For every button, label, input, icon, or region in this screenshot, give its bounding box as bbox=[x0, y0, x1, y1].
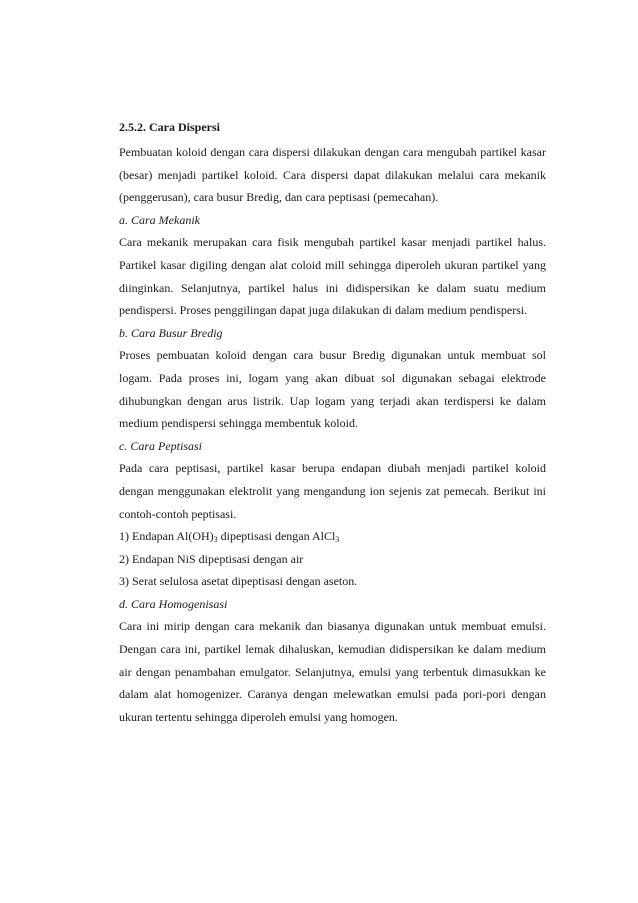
subscript-3a: 3 bbox=[213, 535, 218, 545]
subheading-mekanik: a. Cara Mekanik bbox=[119, 212, 200, 227]
subscript-3b: 3 bbox=[335, 535, 340, 545]
list-item-1-text-b: dipeptisasi dengan AlCl bbox=[217, 529, 336, 544]
list-item-3: 3) Serat selulosa asetat dipeptisasi dengan aseton. bbox=[119, 574, 358, 589]
paragraph-peptisasi: Pada cara peptisasi, partikel kasar berupa endapan diubah menjadi partikel koloid dengan menggunakan elektrolit yang mengandung ion sejenis zat pemecah. Berikut ini contoh-contoh peptisasi. bbox=[119, 461, 546, 521]
list-item-1 bbox=[119, 525, 546, 548]
subheading-homogenisasi: d. Cara Homogenisasi bbox=[119, 596, 228, 611]
section-heading: 2.5.2. Cara Dispersi bbox=[119, 120, 220, 134]
paragraph-homogenisasi: Cara ini mirip dengan cara mekanik dan biasanya digunakan untuk membuat emulsi. Dengan cara ini, partikel lemak dihaluskan, kemudian didispersikan ke dalam medium air dengan penambahan emulgator. Selanjutnya, emulsi yang terbentuk dimasukkan ke dalam alat homogenizer. Caranya dengan melewatkan emulsi pada pori-pori dengan ukuran tertentu sehingga diperoleh emulsi yang homogen. bbox=[119, 619, 546, 724]
subheading-bredig: b. Cara Busur Bredig bbox=[119, 325, 223, 340]
list-item-1-text-a: 1) Endapan Al(OH) bbox=[119, 529, 214, 544]
subheading-peptisasi: c. Cara Peptisasi bbox=[119, 438, 202, 453]
intro-paragraph: Pembuatan koloid dengan cara dispersi dilakukan dengan cara mengubah partikel kasar (besar) menjadi partikel koloid. Cara dispersi dapat dilakukan melalui cara mekanik (penggerusan), cara busur Bredig, dan cara peptisasi (pemecahan). bbox=[119, 145, 546, 205]
paragraph-mekanik: Cara mekanik merupakan cara fisik mengubah partikel kasar menjadi partikel halus. Partikel kasar digiling dengan alat coloid mill sehingga diperoleh ukuran partikel yang diinginkan. Selanjutnya, partikel halus ini didispersikan ke dalam suatu medium pendispersi. Proses penggilingan dapat juga dilakukan di dalam medium pendispersi. bbox=[119, 235, 546, 318]
document-page bbox=[119, 119, 546, 728]
paragraph-bredig: Proses pembuatan koloid dengan cara busur Bredig digunakan untuk membuat sol logam. Pada proses ini, logam yang akan dibuat sol digunakan sebagai elektrode dihubungkan dengan arus listrik. Uap logam yang terjadi akan terdispersi ke dalam medium pendispersi sehingga membentuk koloid. bbox=[119, 348, 546, 431]
list-item-2: 2) Endapan NiS dipeptisasi dengan air bbox=[119, 551, 304, 566]
